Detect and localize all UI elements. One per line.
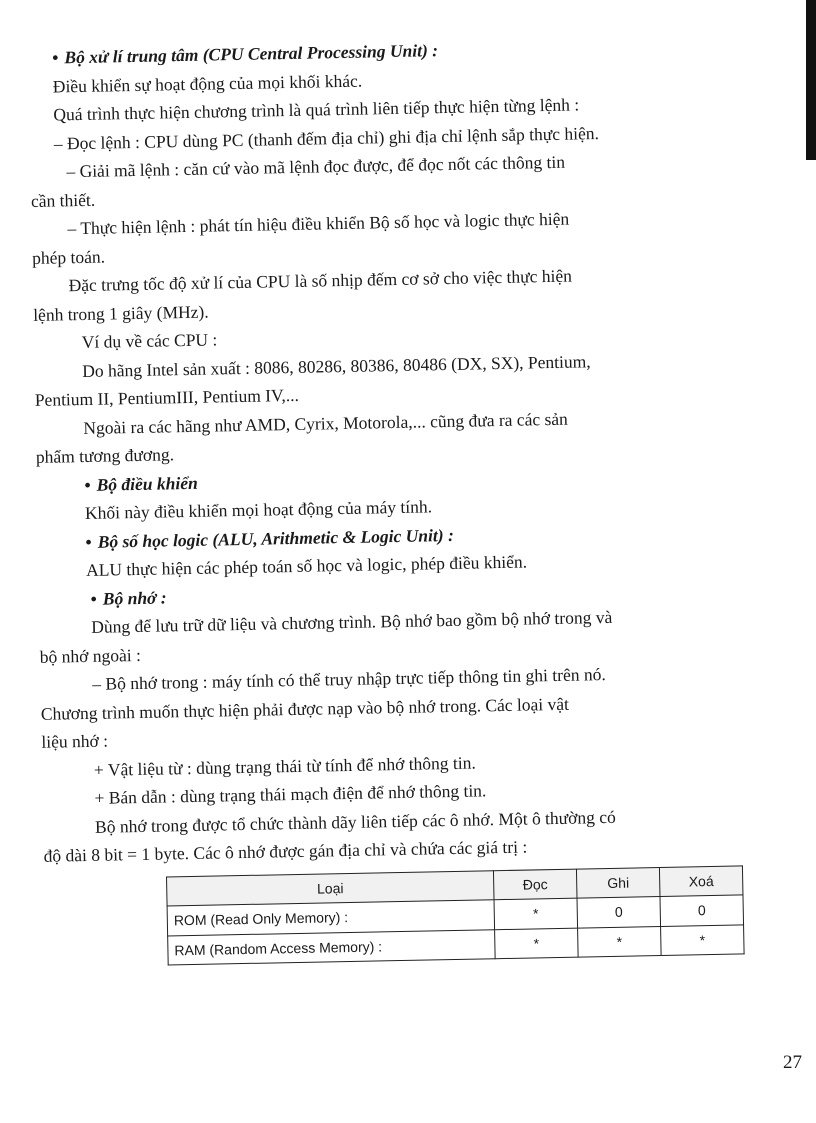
line-text: Bộ số học logic (ALU, Arithmetic & Logic Unit) : — [97, 524, 454, 552]
line-text: Bộ nhớ : — [102, 586, 167, 609]
table-cell: 0 — [577, 897, 661, 928]
line-text: phép toán. — [31, 246, 106, 268]
bullet-icon: • — [84, 474, 91, 495]
bullet-icon: • — [52, 47, 59, 68]
bullet-icon: • — [90, 588, 97, 609]
line-text: Bộ điều khiển — [96, 472, 198, 495]
line-text: – Đọc lệnh : CPU dùng PC (thanh đếm địa chỉ) ghi địa chỉ lệnh sắp thực hiện. — [53, 122, 600, 154]
page-number: 27 — [783, 1052, 802, 1073]
memory-type-table — [166, 865, 745, 966]
line-text: Chương trình muốn thực hiện phải được nạp vào bộ nhớ trong. Các loại vật — [40, 693, 570, 724]
table-header-cell: Loại — [167, 870, 495, 906]
line-text: Khối này điều khiển mọi hoạt động của máy tính. — [84, 496, 433, 523]
line-text: cần thiết. — [30, 189, 96, 211]
line-text: Ngoài ra các hãng như AMD, Cyrix, Motorola,... cũng đưa ra các sản — [83, 408, 569, 438]
line-text: Điều khiển sự hoạt động của mọi khối khác. — [52, 70, 363, 97]
line-text: – Giải mã lệnh : căn cứ vào mã lệnh đọc được, để đọc nốt các thông tin — [66, 151, 566, 182]
text-body — [28, 29, 804, 870]
line-text: ALU thực hiện các phép toán số học và logic, phép điều khiển. — [85, 551, 528, 580]
table-header-cell: Đọc — [493, 869, 577, 900]
line-text: Dùng để lưu trữ dữ liệu và chương trình. Bộ nhớ bao gồm bộ nhớ trong và — [91, 606, 613, 637]
line-text: phẩm tương đương. — [35, 444, 175, 467]
line-text: Đặc trưng tốc độ xử lí của CPU là số nhịp đếm cơ sở cho việc thực hiện — [68, 265, 573, 296]
table-cell: * — [578, 926, 662, 957]
line-text: Quá trình thực hiện chương trình là quá trình liên tiếp thực hiện từng lệnh : — [53, 94, 580, 125]
line-text: + Vật liệu từ : dùng trạng thái từ tính để nhớ thông tin. — [93, 752, 476, 780]
line-text: liệu nhớ : — [41, 730, 109, 752]
table-cell: * — [495, 928, 579, 959]
line-text: – Bộ nhớ trong : máy tính có thể truy nhập trực tiếp thông tin ghi trên nó. — [92, 664, 606, 694]
line-text: Bộ nhớ trong được tổ chức thành dãy liên tiếp các ô nhớ. Một ô thường có — [94, 806, 616, 837]
table-cell: ROM (Read Only Memory) : — [167, 900, 495, 936]
bullet-icon: • — [85, 531, 92, 552]
line-text: độ dài 8 bit = 1 byte. Các ô nhớ được gán địa chỉ và chứa các giá trị : — [43, 836, 528, 866]
line-text: Bộ xử lí trung tâm (CPU Central Processing Unit) : — [64, 40, 439, 68]
page-content — [28, 29, 806, 967]
line-text: – Thực hiện lệnh : phát tín hiệu điều khiển Bộ số học và logic thực hiện — [67, 208, 570, 239]
line-text: Pentium II, PentiumIII, Pentium IV,... — [34, 384, 300, 410]
line-text: Do hãng Intel sản xuất : 8086, 80286, 80386, 80486 (DX, SX), Pentium, — [82, 350, 591, 381]
table-cell: 0 — [660, 895, 744, 926]
line-text: lệnh trong 1 giây (MHz). — [33, 301, 209, 325]
line-text: + Bán dẫn : dùng trạng thái mạch điện để nhớ thông tin. — [94, 780, 487, 808]
line-text: bộ nhớ ngoài : — [39, 644, 142, 667]
table-header-cell: Ghi — [576, 867, 660, 898]
scan-edge-mark — [806, 0, 816, 160]
table-header-cell: Xoá — [659, 865, 743, 896]
table-cell: * — [494, 898, 578, 929]
line-text: Ví dụ về các CPU : — [81, 329, 218, 353]
table-cell: RAM (Random Access Memory) : — [168, 929, 496, 965]
table-cell: * — [661, 924, 745, 955]
